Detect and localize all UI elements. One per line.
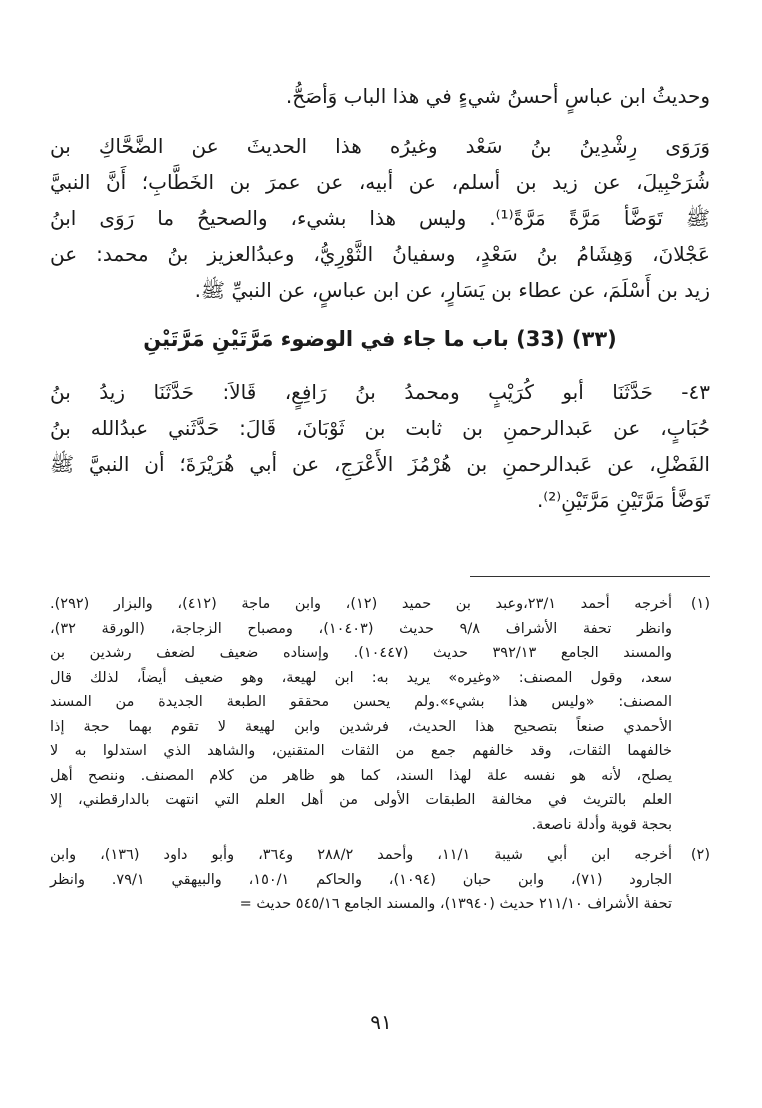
footnote-line: والمسند الجامع ٣٩٢/١٣ حديث (١٠٤٤٧). وإسناده ضعيف لضعف رشدين بن [50,645,672,661]
text-line: وَرَوَى رِشْدِينُ بنُ سَعْد وغيرُه هذا الحديثَ عن الضَّحَّاكِ بن [50,134,710,158]
page-number: ٩١ [370,1010,392,1034]
text-line: عَجْلانَ، وَهِشَامُ بنُ سَعْدٍ، وسفيانُ الثَّوْرِيُّ، وعبدُالعزيز بنُ محمد: عن [50,242,710,266]
text-line: زيد بن أَسْلَمَ، عن عطاء بن يَسَارٍ، عن ابن عباسٍ، عن النبيِّ ﷺ. [194,278,710,302]
main-text [50,78,710,518]
footnote-text: أخرجه ابن أبي شيبة ١١/١، وأحمد ٢٨٨/٢ و٣٦٤، وأبو داود (١٣٦)، وابن [50,847,673,863]
text-line: شُرَحْبِيلَ، عن زيد بن أسلم، عن أبيه، عن عمرَ بن الخَطَّابِ؛ أَنَّ النبيَّ [50,170,710,194]
footnote-line: خالفهما الثقات، وقد خالفهم جمع من الثقات المتقنين، والشاهد الذي استدلوا به لا [50,743,672,759]
text-line: حُبَابٍ، عن عَبدالرحمنِ بن ثابت بن ثَوْبَانَ، قَالَ: حَدَّثَني عبدُالله بنُ [50,416,710,440]
chapter-heading: (٣٣) (33) باب ما جاء في الوضوء مَرَّتَيْنِ مَرَّتَيْنِ [143,327,617,351]
footnote-line [50,592,710,617]
footnote-2 [50,843,710,917]
footnote-line: تحفة الأشراف ٢١١/١٠ حديث (١٣٩٤٠)، والمسند الجامع ٥٤٥/١٦ حديث = [239,896,672,912]
paragraph-rishdin [50,128,710,308]
text-line: ﷺ تَوَضَّأ مَرَّةً مَرَّةً⁽¹⁾. وليس هذا بشيء، والصحيحُ ما رَوَى ابنُ [50,206,710,230]
text-line: تَوَضَّأ مَرَّتَيْنِ مَرَّتَيْنِ⁽²⁾. [536,488,710,512]
footnote-line: العلم بالتريث في مخالفة الطبقات الأولى من أهل العلم التي انتهت بالدارقطني، إلا [50,792,672,808]
footnote-1 [50,592,710,837]
footnote-line: الأحمدي صنعاً بتصحيح هذا الحديث، فرشدين وابن لهيعة لا تقوم بهما حجة إذا [50,718,672,735]
footnote-line [50,843,710,868]
footnote-number: (١) [690,596,710,612]
text-line: الفَضْلِ، عن عَبدالرحمنِ بن هُرْمُزَ الأَعْرَجِ، عن أبي هُرَيْرَةَ؛ أن النبيَّ ﷺ [50,452,710,476]
footnote-text: أخرجه أحمد ٢٣/١،وعبد بن حميد (١٢)، وابن ماجة (٤١٢)، والبزار (٢٩٢). [50,596,672,612]
text-line: ٤٣- حَدَّثَنَا أبو كُرَيْبٍ ومحمدُ بنُ رَافِعٍ، قَالاَ: حَدَّثَنَا زيدُ بنُ [50,380,710,404]
paragraph-ibn-abbas [50,78,710,114]
hadith-43 [50,374,710,518]
footnote-line: سعد، وقول المصنف: «وغيره» يريد به: ابن لهيعة، وهو ضعيف أيضاً، لذلك قال [50,669,672,686]
footnote-divider [470,576,710,577]
footnote-line: المصنف: «وليس هذا بشيء».ولم يحسن محققو الطبعة الجديدة من المسند [50,694,672,710]
footnote-line: بحجة قوية وأدلة ناصعة. [531,816,672,833]
footnote-line: وانظر تحفة الأشراف ٩/٨ حديث (١٠٤٠٣)، ومصباح الزجاجة، (الورقة ٣٢)، [50,620,672,637]
footnote-line: الجارود (٧١)، وابن حبان (١٠٩٤)، والحاكم ١٥٠/١، والبيهقي ٧٩/١. وانظر [50,871,672,888]
text-line: وحديثُ ابن عباسٍ أحسنُ شيءٍ في هذا الباب وَأصَحُّ. [285,84,710,108]
footnote-number: (٢) [690,847,711,863]
footnote-line: يصلح، لأنه هو نفسه علة لهذا السند، كما هو ظاهر من كلام المصنف. وننصح أهل [50,767,672,784]
footnotes [50,592,710,917]
